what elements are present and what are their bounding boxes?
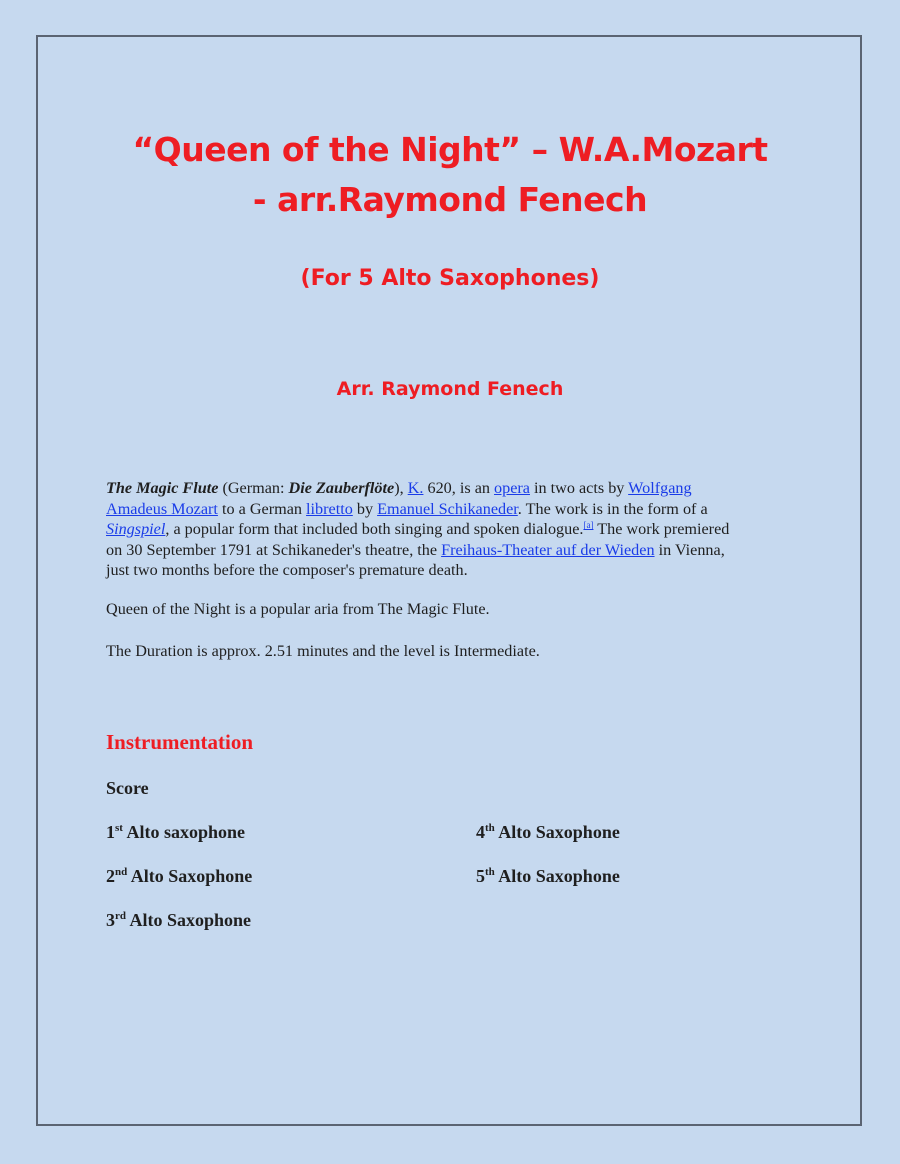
link-libretto[interactable]: libretto — [306, 499, 353, 518]
link-freihaus-theater[interactable]: Freihaus-Theater auf der Wieden — [441, 540, 655, 559]
german-title: Die Zauberflöte — [288, 479, 395, 497]
intro-line-1: The Magic Flute (German: Die Zauberflöte), K. 620, is an opera in two acts by Wolfgang — [106, 479, 692, 497]
link-k[interactable]: K. — [407, 479, 424, 497]
instrument-alto-sax-5: 5th Alto Saxophone — [476, 866, 620, 886]
footnote-ref-a[interactable]: [a] — [583, 520, 594, 530]
instrument-alto-sax-4: 4th Alto Saxophone — [476, 822, 620, 842]
intro-line-3: Singspiel, a popular form that included both singing and spoken dialogue.[a] The work premiered — [106, 520, 730, 538]
link-emanuel-schikaneder[interactable]: Emanuel Schikaneder — [377, 499, 518, 518]
duration-paragraph: The Duration is approx. 2.51 minutes and the level is Intermediate. — [106, 642, 540, 660]
instrument-score: Score — [106, 778, 149, 798]
subtitle: (For 5 Alto Saxophones) — [300, 266, 600, 291]
instrument-alto-sax-2: 2nd Alto Saxophone — [106, 866, 253, 886]
instrument-alto-sax-1: 1st Alto saxophone — [106, 822, 245, 842]
link-opera[interactable]: opera — [494, 479, 530, 497]
intro-paragraph — [106, 478, 796, 581]
title-line-2: - arr.Raymond Fenech — [252, 180, 648, 219]
title-line-1: “Queen of the Night” – W.A.Mozart — [132, 130, 768, 169]
link-singspiel[interactable]: Singspiel — [106, 520, 166, 538]
instrument-alto-sax-3: 3rd Alto Saxophone — [106, 910, 252, 930]
arranger-credit: Arr. Raymond Fenech — [336, 378, 564, 400]
link-amadeus-mozart[interactable]: Amadeus Mozart — [106, 499, 218, 518]
aria-paragraph: Queen of the Night is a popular aria from The Magic Flute. — [106, 600, 490, 618]
intro-line-2: Amadeus Mozart to a German libretto by Emanuel Schikaneder. The work is in the form of a — [106, 499, 708, 518]
instrumentation-heading: Instrumentation — [106, 730, 254, 754]
intro-line-4: on 30 September 1791 at Schikaneder's theatre, the Freihaus-Theater auf der Wieden in Vienna, — [106, 540, 725, 559]
work-title: The Magic Flute — [106, 479, 219, 497]
intro-line-5: just two months before the composer's premature death. — [106, 561, 468, 579]
link-wolfgang[interactable]: Wolfgang — [628, 479, 692, 497]
